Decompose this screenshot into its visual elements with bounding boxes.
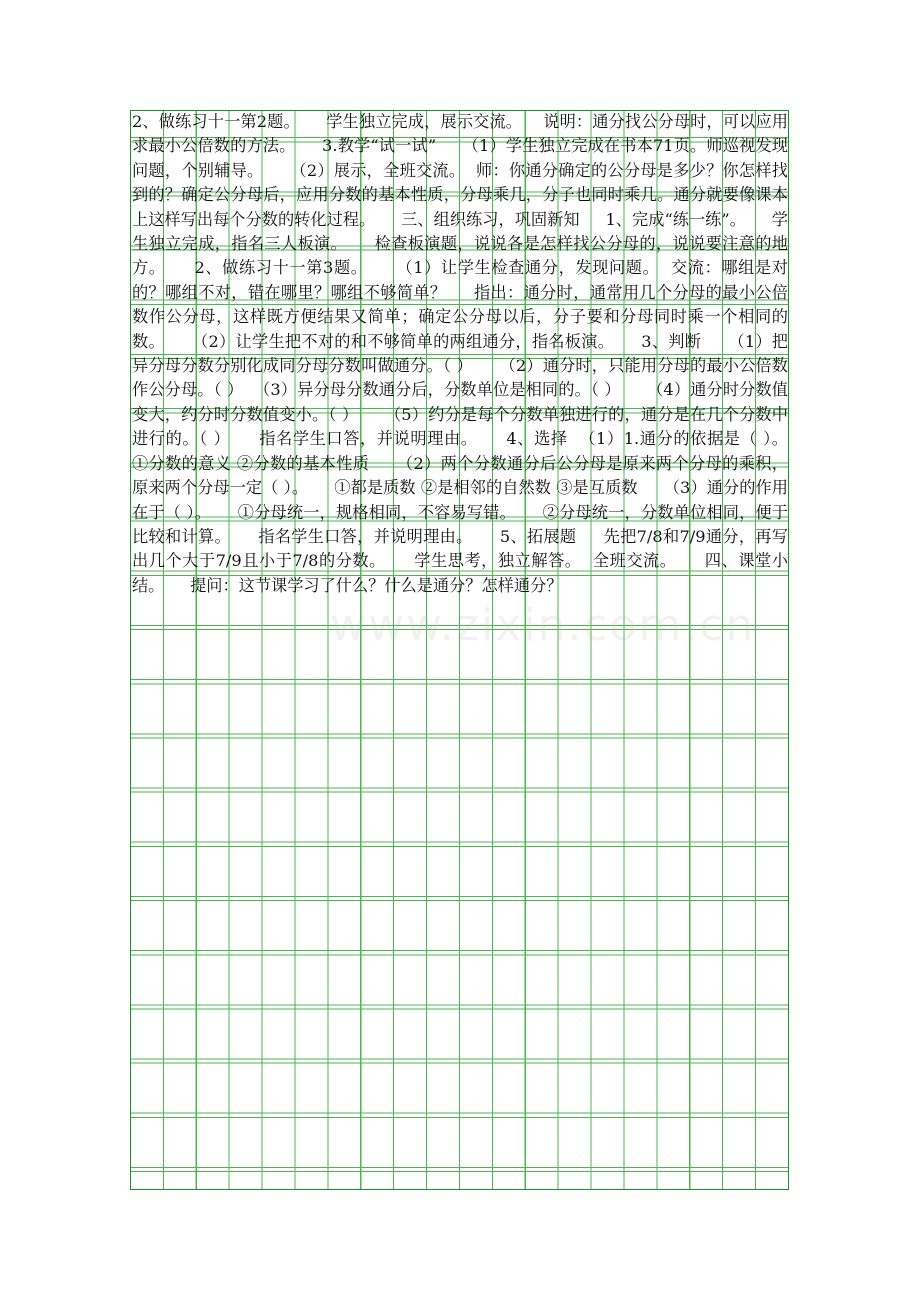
lesson-text: 2、做练习十一第2题。 学生独立完成，展示交流。 说明：通分找公分母时，可以应用求最小公倍数的方法。 3.教学“试一试” （1）学生独立完成在书本71页。师巡视发现问题，个别辅导。 （2）展示，全班交流。 师：你通分确定的公分母是多少？你怎样找到的？确定公分母后，应用分数的基本性质，分母乘几，分子也同时乘几。通分就要像课本上这样写出每个分数的转化过程。 三、组织练习，巩固新知 1、完成“练一练”。 学生独立完成，指名三人板演。 检查板演题，说说各是怎样找公分母的，说说要注意的地方。 2、做练习十一第3题。 （1）让学生检查通分，发现问题。 交流：哪组是对的？哪组不对，错在哪里？哪组不够简单？ 指出：通分时，通常用几个分母的最小公倍数作公分母，这样既方便结果又简单；确定公分母以后，分子要和分母同时乘一个相同的数。 （2）让学生把不对的和不够简单的两组通分，指名板演。 3、判断 （1）把异分母分数分别化成同分母分数叫做通分。（ ） （2）通分时，只能用分母的最小公倍数作公分母。（ ） （3）异分母分数通分后，分数单位是相同的。（ ） （4）通分时分数值变大，约分时分数值变小。（ ） （5）约分是每个分数单独进行的，通分是在几个分数中进行的。（ ） 指名学生口答，并说明理由。 4、选择 （1）1.通分的依据是（ ）。 ①分数的意义 ②分数的基本性质 （2）两个分数通分后公分母是原来两个分母的乘积，原来两个分母一定（ ）。 ①都是质数 ②是相邻的自然数 ③是互质数 （3）通分的作用在于（ ）。 ①分母统一，规格相同，不容易写错。 ②分母统一，分数单位相同，便于比较和计算。 指名学生口答，并说明理由。 5、拓展题 先把7/8和7/9通分，再写出几个大于7/9且小于7/8的分数。 学生思考，独立解答。 全班交流。 四、课堂小结。 提问：这节课学习了什么？什么是通分？怎样通分？ bbox=[132, 112, 814, 595]
